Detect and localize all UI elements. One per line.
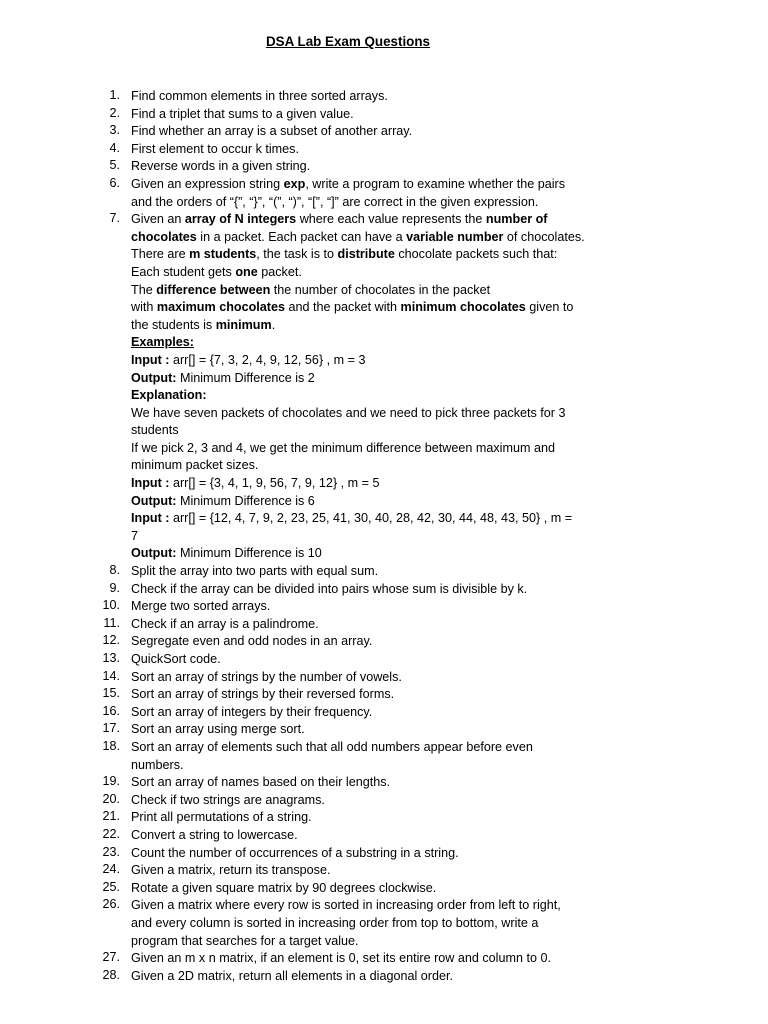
text-line [131,475,591,493]
question-number: 2. [109,105,120,120]
text-span: the number of chocolates in the packet [270,282,491,297]
question-item [0,581,768,599]
question-number: 14. [102,668,120,683]
question-item [0,792,768,810]
text-line: Print all permutations of a string. [131,810,312,825]
question-item [0,598,768,616]
bold-text: Output: [131,370,177,385]
text-span: given to [525,300,574,315]
question-text [131,211,591,563]
text-line: Check if an array is a palindrome. [131,616,319,631]
question-text [131,581,591,599]
question-text [131,106,591,124]
question-number: 18. [102,738,120,753]
text-span: packet. [257,264,302,279]
text-line [131,282,591,300]
question-text [131,968,591,986]
text-span: , write a program to examine whether the pairs [305,176,566,191]
text-line [131,352,591,370]
text-line [131,211,591,229]
question-text [131,792,591,810]
question-number: 20. [102,791,120,806]
question-item [0,651,768,669]
question-text [131,862,591,880]
text-line [131,264,591,282]
text-line: Given a 2D matrix, return all elements in a diagonal order. [131,968,454,983]
question-text [131,633,591,651]
bold-text: one [235,264,258,279]
text-span: where each value represents the [296,212,486,227]
question-number: 6. [109,175,120,190]
text-line: Find whether an array is a subset of another array. [131,124,413,139]
question-number: 13. [102,651,120,665]
question-text [131,141,591,159]
question-number: 7. [109,211,120,226]
bold-text: number of [485,212,548,227]
question-number: 27. [102,950,120,965]
text-span: Given an expression string [131,176,284,191]
text-span: of chocolates. [503,229,585,244]
bold-text: minimum chocolates [400,300,526,315]
question-number: 10. [102,598,120,613]
question-number: 8. [109,563,120,578]
bold-text: Input : [131,511,170,526]
question-number: 15. [102,686,120,701]
text-span: arr[] = {3, 4, 1, 9, 56, 7, 9, 12} , m = 5 [169,476,380,491]
question-text [131,827,591,845]
text-line: Sort an array of elements such that all odd numbers appear before even [131,739,533,754]
question-item [0,158,768,176]
text-line [131,510,591,528]
bold-text: m students [189,247,257,262]
text-line: and the orders of “{”, “}”, “(”, “)”, “[”, “]” are correct in the given expression. [131,194,539,209]
question-text [131,686,591,704]
text-line: Find common elements in three sorted arrays. [131,89,388,103]
question-text [131,880,591,898]
question-item [0,106,768,124]
question-item [0,563,768,581]
question-number: 22. [102,826,120,841]
text-line: First element to occur k times. [131,141,299,156]
question-text [131,123,591,141]
text-span: Minimum Difference is 2 [176,370,315,385]
text-span: Each student gets [131,264,236,279]
question-item [0,862,768,880]
text-line: Given a matrix where every row is sorted in increasing order from left to right, [131,898,561,913]
question-text [131,669,591,687]
question-number: 28. [102,967,120,982]
text-line: Sort an array of integers by their frequency. [131,704,373,719]
bold-text: Output: [131,546,177,561]
question-number: 25. [102,879,120,894]
text-line: Rotate a given square matrix by 90 degrees clockwise. [131,880,437,895]
text-span: , the task is to [256,247,338,262]
question-number: 9. [109,580,120,595]
question-item [0,897,768,950]
text-line [131,317,591,335]
question-list [0,88,768,985]
bold-text: array of N integers [184,212,297,227]
question-number: 12. [102,633,120,648]
text-line [131,176,591,194]
text-line: QuickSort code. [131,652,221,666]
text-span: . [271,317,276,332]
question-item [0,123,768,141]
text-span: Minimum Difference is 10 [176,546,322,561]
text-line: Segregate even and odd nodes in an array. [131,634,373,649]
text-span: arr[] = {12, 4, 7, 9, 2, 23, 25, 41, 30, 40, 28, 42, 30, 44, 48, 43, 50} , m = [169,511,573,526]
text-line [131,370,591,388]
question-text [131,809,591,827]
text-span: Given an [131,212,185,227]
text-span: in a packet. Each packet can have a [196,229,407,244]
text-line: Sort an array of strings by the number of vowels. [131,669,402,684]
text-line: Given a matrix, return its transpose. [131,863,331,878]
question-item [0,633,768,651]
question-item [0,669,768,687]
bold-text: Examples: [131,335,194,350]
bold-text: exp [283,176,306,191]
text-line: Convert a string to lowercase. [131,827,298,842]
question-item [0,809,768,827]
question-item [0,950,768,968]
question-text [131,563,591,581]
text-line: We have seven packets of chocolates and we need to pick three packets for 3 [131,405,566,420]
text-span: and the packet with [285,300,401,315]
text-line: minimum packet sizes. [131,458,259,473]
question-text [131,176,591,211]
text-line: Sort an array using merge sort. [131,722,305,737]
question-item [0,88,768,106]
question-number: 1. [109,88,120,102]
question-text [131,897,591,950]
question-number: 26. [102,897,120,912]
text-line: Sort an array of names based on their lengths. [131,775,391,790]
question-number: 11. [103,615,120,630]
question-number: 23. [102,844,120,859]
text-line: Find a triplet that sums to a given value. [131,106,354,121]
text-line [131,493,591,511]
question-text [131,598,591,616]
text-line: students [131,423,179,438]
text-span: There are [131,247,190,262]
text-line [131,246,591,264]
text-line: Reverse words in a given string. [131,159,311,174]
bold-text: minimum [215,317,272,332]
bold-text: Explanation: [131,388,207,403]
question-item [0,880,768,898]
text-span: Minimum Difference is 6 [176,493,315,508]
question-number: 16. [102,703,120,718]
bold-text: Input : [131,476,170,491]
question-number: 17. [102,721,120,736]
text-line: 7 [131,528,139,543]
text-span: chocolate packets such that: [394,247,558,262]
text-span: the students is [131,317,216,332]
question-item [0,845,768,863]
question-text [131,616,591,634]
text-line: Merge two sorted arrays. [131,599,271,614]
text-line [131,229,591,247]
question-number: 21. [102,809,120,824]
text-line: program that searches for a target value. [131,933,359,948]
question-item [0,686,768,704]
text-line: If we pick 2, 3 and 4, we get the minimum difference between maximum and [131,440,555,455]
question-text [131,774,591,792]
text-line: Sort an array of strings by their reversed forms. [131,687,395,702]
text-line: Given an m x n matrix, if an element is 0, set its entire row and column to 0. [131,951,551,966]
question-item [0,721,768,739]
question-text [131,950,591,968]
text-line [131,299,591,317]
question-item [0,968,768,986]
document-title: DSA Lab Exam Questions [266,34,430,49]
bold-text: maximum chocolates [156,300,285,315]
text-line: Split the array into two parts with equal sum. [131,564,379,579]
text-line [131,545,591,563]
question-number: 3. [109,123,120,138]
question-item [0,704,768,722]
bold-text: difference between [156,282,271,297]
question-number: 5. [109,158,120,173]
question-item [0,176,768,211]
bold-text: distribute [337,247,395,262]
text-line: Count the number of occurrences of a substring in a string. [131,845,459,860]
text-line [131,387,591,405]
question-text [131,704,591,722]
bold-text: Input : [131,352,170,367]
text-line: Check if two strings are anagrams. [131,792,325,807]
text-line: Check if the array can be divided into pairs whose sum is divisible by k. [131,581,528,596]
question-number: 24. [102,862,120,877]
text-line [131,334,591,352]
question-text [131,158,591,176]
question-text [131,845,591,863]
question-text [131,721,591,739]
question-item [0,616,768,634]
question-text [131,739,591,774]
text-span: The [131,282,157,297]
question-text [131,88,591,106]
question-number: 19. [102,774,120,789]
bold-text: variable number [406,229,504,244]
text-line: and every column is sorted in increasing order from top to bottom, write a [131,915,539,930]
text-line: numbers. [131,757,184,772]
question-number: 4. [109,140,120,155]
question-item [0,141,768,159]
bold-text: chocolates [131,229,197,244]
text-span: with [131,300,157,315]
question-item [0,827,768,845]
question-item [0,774,768,792]
question-text [131,651,591,669]
question-item [0,211,768,563]
text-span: arr[] = {7, 3, 2, 4, 9, 12, 56} , m = 3 [169,352,366,367]
question-item [0,739,768,774]
bold-text: Output: [131,493,177,508]
